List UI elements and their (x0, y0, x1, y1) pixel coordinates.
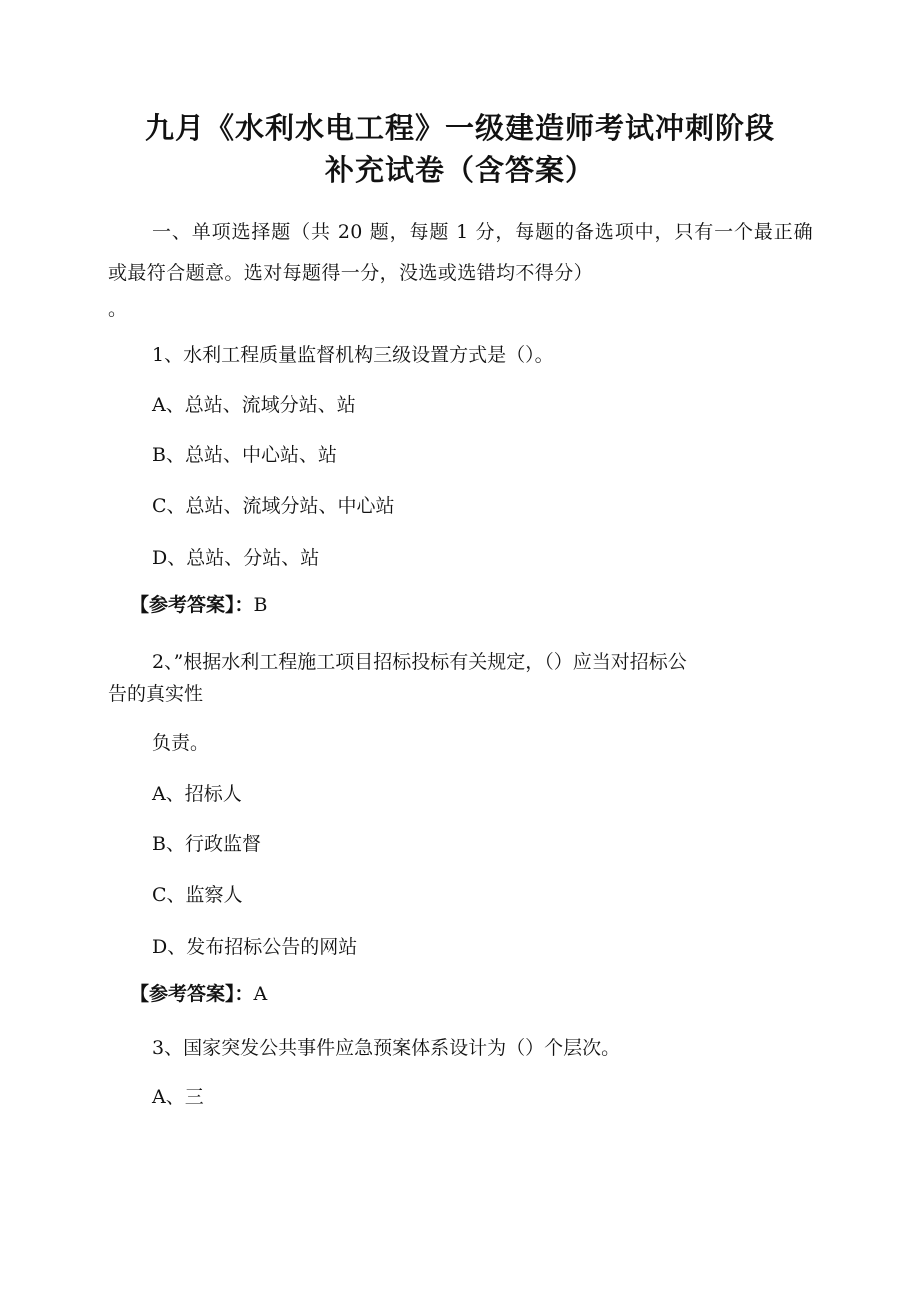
question-3-stem: 3、国家突发公共事件应急预案体系设计为（）个层次。 (152, 1037, 621, 1059)
answer-label: 【参考答案】： (130, 594, 254, 616)
document-title-line-1: 九月《水利水电工程》一级建造师考试冲刺阶段 (144, 111, 775, 145)
section-intro-tail: 。 (108, 298, 128, 320)
document-title-line-2: 补充试卷（含答案） (324, 153, 595, 187)
section-intro: 一、单项选择题（共 20 题，每题 1 分，每题的备选项中，只有一个最正确或最符合题意。选对每题得一分，没选或选错均不得分） (108, 221, 813, 284)
answer-label: 【参考答案】： (130, 983, 254, 1005)
question-1-answer (130, 592, 267, 618)
question-2-stem-line-2: 告的真实性 (108, 683, 204, 705)
question-2-option-b: B、行政监督 (152, 833, 261, 855)
question-1-option-c: C、总站、流域分站、中心站 (152, 495, 395, 517)
answer-value: A (253, 983, 268, 1005)
question-3-option-a: A、三 (152, 1086, 204, 1108)
question-1-option-b: B、总站、中心站、站 (152, 444, 337, 466)
question-2-option-a: A、招标人 (152, 783, 242, 805)
question-2-stem-line-3: 负责。 (152, 732, 210, 754)
question-1-option-a: A、总站、流域分站、站 (152, 394, 356, 416)
question-1-option-d: D、总站、分站、站 (152, 547, 320, 569)
question-1-stem: 1、水利工程质量监督机构三级设置方式是（）。 (152, 344, 554, 366)
question-2-answer (130, 981, 267, 1007)
question-2-stem-line-1: 2、”根据水利工程施工项目招标投标有关规定，（）应当对招标公 (152, 651, 687, 673)
answer-value: B (253, 594, 268, 616)
question-2-option-c: C、监察人 (152, 884, 243, 906)
question-2-option-d: D、发布招标公告的网站 (152, 936, 358, 958)
